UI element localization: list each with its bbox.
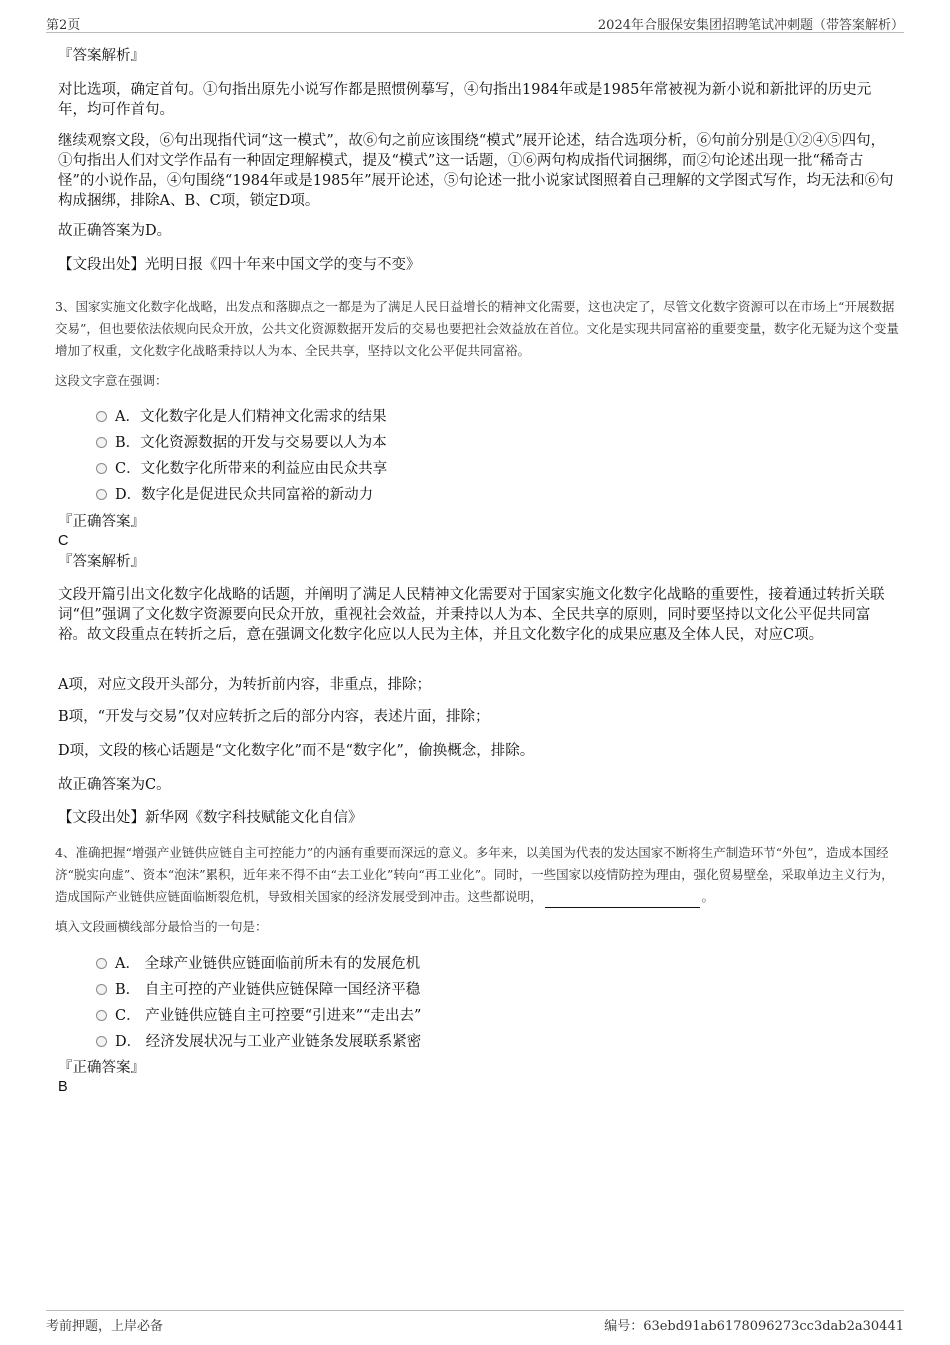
- option-d[interactable]: [96, 485, 373, 505]
- source-citation: 【文段出处】新华网《数字科技赋能文化自信》: [58, 810, 363, 826]
- page-footer: [46, 1310, 904, 1334]
- radio-icon[interactable]: [96, 1036, 107, 1047]
- analysis-conclusion: 故正确答案为C。: [58, 777, 171, 793]
- analysis-conclusion: 故正确答案为D。: [58, 223, 172, 239]
- option-label: C． 产业链供应链自主可控要“引进来”“走出去”: [115, 1008, 422, 1024]
- question-stem-text: 4、准确把握“增强产业链供应链自主可控能力”的内涵有重要而深远的意义。多年来，以美国为代表的发达国家不断将生产制造环节“外包”，造成本国经济“脱实向虚”、资本“泡沫”累积，近年来不得不由“去工业化”转向“再工业化”。同时，一些国家以疫情防控为理由，强化贸易壁垒，采取单边主义行为，造成国际产业链供应链面临断裂危机，导致相关国家的经济发展受到冲击。这些都说明，: [55, 845, 894, 904]
- radio-icon[interactable]: [96, 463, 107, 474]
- option-label: A． 全球产业链供应链面临前所未有的发展危机: [115, 956, 421, 972]
- option-label: D．数字化是促进民众共同富裕的新动力: [115, 487, 374, 503]
- radio-icon[interactable]: [96, 1010, 107, 1021]
- radio-icon[interactable]: [96, 437, 107, 448]
- option-label: B． 自主可控的产业链供应链保障一国经济平稳: [115, 982, 421, 998]
- option-label: B．文化资源数据的开发与交易要以人为本: [115, 435, 387, 451]
- option-a[interactable]: [96, 407, 386, 427]
- radio-icon[interactable]: [96, 411, 107, 422]
- document-id: 编号：63ebd91ab6178096273cc3dab2a30441: [604, 1319, 904, 1334]
- question-stem-end: 。: [701, 889, 715, 904]
- radio-icon[interactable]: [96, 958, 107, 969]
- answer-label: 『正确答案』: [58, 1060, 145, 1076]
- fill-blank-line: [545, 893, 700, 908]
- radio-icon[interactable]: [96, 984, 107, 995]
- question-stem: 3、国家实施文化数字化战略，出发点和落脚点之一都是为了满足人民日益增长的精神文化需要，这也决定了，尽管文化数字资源可以在市场上“开展数据交易”，但也要依法依规向民众开放，公共文化资源数据开发后的交易也要把社会效益放在首位。文化是实现共同富裕的重要变量，数字化无疑为这个变量增加了权重，文化数字化战略秉持以人为本、全民共享，坚持以文化公平促共同富裕。: [55, 299, 899, 358]
- option-label: C．文化数字化所带来的利益应由民众共享: [115, 461, 388, 477]
- analysis-paragraph: B项，“开发与交易”仅对应转折之后的部分内容，表述片面，排除；: [58, 709, 490, 725]
- analysis-paragraph: A项，对应文段开头部分，为转折前内容，非重点，排除；: [58, 677, 431, 693]
- analysis-paragraph: D项，文段的核心话题是“文化数字化”而不是“数字化”，偷换概念，排除。: [58, 743, 535, 759]
- question-stem: [55, 842, 900, 908]
- option-b[interactable]: [96, 980, 420, 1000]
- option-label: A．文化数字化是人们精神文化需求的结果: [115, 409, 387, 425]
- answer-value: B: [58, 1079, 68, 1095]
- option-c[interactable]: [96, 1006, 421, 1026]
- question-prompt: 填入文段画横线部分最恰当的一句是：: [55, 919, 268, 934]
- analysis-paragraph: 文段开篇引出文化数字化战略的话题，并阐明了满足人民精神文化需要对于国家实施文化数字化战略的重要性，接着通过转折关联词“但”强调了文化数字资源要向民众开放，重视社会效益，并秉持以人为本、全民共享的原则，同时要坚持以文化公平促共同富裕。故文段重点在转折之后，意在强调文化数字化应以人民为主体，并且文化数字化的成果应惠及全体人民，对应C项。: [58, 587, 885, 643]
- answer-label: 『正确答案』: [58, 514, 145, 530]
- footer-slogan: 考前押题，上岸必备: [46, 1319, 164, 1334]
- page-header: [46, 12, 904, 33]
- answer-value: C: [58, 533, 69, 549]
- option-b[interactable]: [96, 433, 387, 453]
- option-c[interactable]: [96, 459, 387, 479]
- document-title: 2024年合服保安集团招聘笔试冲刺题（带答案解析）: [597, 18, 904, 33]
- analysis-label: 『答案解析』: [58, 554, 145, 570]
- source-citation: 【文段出处】光明日报《四十年来中国文学的变与不变》: [58, 257, 421, 273]
- analysis-paragraph: 继续观察文段，⑥句出现指代词“这一模式”，故⑥句之前应该围绕“模式”展开论述，结合选项分析，⑥句前分别是①②④⑤四句，①句指出人们对文学作品有一种固定理解模式，提及“模式”这一话题，①⑥两句构成指代词捆绑，而②句论述出现一批“稀奇古怪”的小说作品，④句围绕“1984年或是1985年”展开论述，⑤句论述一批小说家试图照着自己理解的文学图式写作，均无法和⑥句构成捆绑，排除A、B、C项，锁定D项。: [58, 133, 894, 209]
- page-number: 第2页: [46, 18, 81, 33]
- analysis-label: 『答案解析』: [58, 48, 145, 64]
- option-a[interactable]: [96, 954, 420, 974]
- option-label: D． 经济发展状况与工业产业链条发展联系紧密: [115, 1034, 422, 1050]
- question-prompt: 这段文字意在强调：: [55, 373, 168, 388]
- option-d[interactable]: [96, 1032, 421, 1052]
- radio-icon[interactable]: [96, 489, 107, 500]
- analysis-paragraph: 对比选项，确定首句。①句指出原先小说写作都是照惯例摹写，④句指出1984年或是1985年常被视为新小说和新批评的历史元年，均可作首句。: [58, 82, 872, 118]
